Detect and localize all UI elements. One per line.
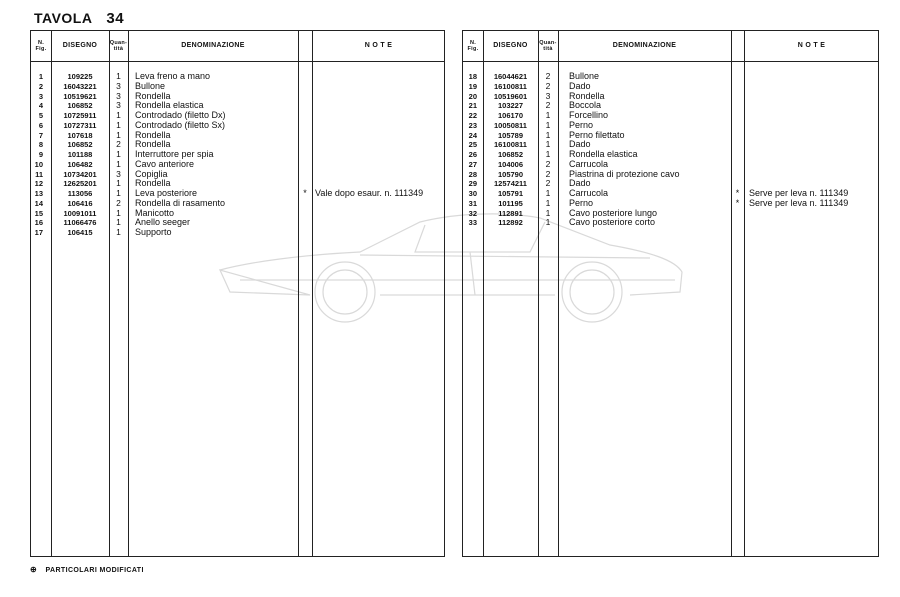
row-modified-mark: * xyxy=(735,188,740,198)
row-disegno: 106482 xyxy=(67,159,93,169)
row-fig: 20 xyxy=(468,91,477,101)
row-fig: 12 xyxy=(34,179,43,189)
table-row xyxy=(463,111,878,121)
parts-table-left xyxy=(30,30,445,557)
row-fig: 8 xyxy=(38,140,43,150)
row-denominazione: Rondella xyxy=(569,90,605,101)
column-header-fig: N. Fig. xyxy=(467,39,479,52)
row-denominazione: Leva posteriore xyxy=(135,188,198,198)
row-quantita: 1 xyxy=(116,119,121,130)
row-disegno: 10727311 xyxy=(63,120,97,130)
table-row xyxy=(31,111,444,121)
row-fig: 13 xyxy=(34,189,43,198)
row-denominazione: Controdado (filetto Dx) xyxy=(135,110,226,120)
table-row xyxy=(31,209,444,219)
row-quantita: 2 xyxy=(545,80,551,91)
row-denominazione: Rondella xyxy=(135,129,171,140)
row-disegno: 107618 xyxy=(67,130,93,140)
row-disegno: 104006 xyxy=(497,159,524,169)
row-modified-mark: * xyxy=(735,197,740,208)
row-disegno: 105791 xyxy=(497,189,524,198)
row-denominazione: Copiglia xyxy=(135,168,168,179)
row-quantita: 3 xyxy=(116,168,121,179)
table-row xyxy=(31,189,444,199)
row-quantita: 1 xyxy=(545,207,551,218)
table-row xyxy=(31,101,444,111)
row-fig: 26 xyxy=(468,150,477,159)
table-row xyxy=(31,82,444,92)
row-disegno: 112891 xyxy=(498,208,523,218)
table-row xyxy=(31,218,444,228)
row-denominazione: Perno xyxy=(569,197,594,208)
table-row xyxy=(463,131,878,141)
row-denominazione: Carrucola xyxy=(569,158,609,169)
row-denominazione: Perno filettato xyxy=(569,129,625,140)
row-quantita: 1 xyxy=(545,139,551,150)
table-row xyxy=(31,199,444,209)
row-denominazione: Cavo posteriore corto xyxy=(569,217,656,228)
row-disegno: 105790 xyxy=(497,169,524,179)
row-disegno: 106416 xyxy=(67,198,93,208)
row-quantita: 2 xyxy=(116,139,121,150)
table-body-left xyxy=(31,72,444,238)
row-denominazione: Rondella xyxy=(135,90,171,101)
row-denominazione: Supporto xyxy=(135,227,172,237)
row-fig: 10 xyxy=(34,159,43,169)
row-quantita: 1 xyxy=(116,71,121,81)
column-header-quantita: Quan- tità xyxy=(539,39,557,52)
table-row xyxy=(31,170,444,180)
row-disegno: 12574211 xyxy=(494,179,527,189)
row-fig: 18 xyxy=(468,72,477,81)
footer-legend xyxy=(30,565,144,574)
row-quantita: 3 xyxy=(116,90,121,101)
column-header-fig: N. Fig. xyxy=(35,39,47,52)
row-quantita: 1 xyxy=(545,119,551,130)
row-quantita: 2 xyxy=(545,158,551,169)
row-disegno: 109225 xyxy=(67,72,93,81)
row-fig: 30 xyxy=(468,189,477,198)
row-disegno: 113056 xyxy=(67,189,93,198)
row-fig: 23 xyxy=(468,120,477,130)
row-disegno: 10519621 xyxy=(63,91,97,101)
column-header-note: N O T E xyxy=(364,42,393,49)
table-row xyxy=(463,209,878,219)
row-quantita: 1 xyxy=(545,188,551,198)
row-fig: 27 xyxy=(468,159,477,169)
row-disegno: 16100811 xyxy=(494,81,527,91)
row-disegno: 11066476 xyxy=(63,218,97,228)
table-row xyxy=(463,218,878,228)
table-row xyxy=(463,170,878,180)
row-denominazione: Bullone xyxy=(569,71,600,81)
table-row xyxy=(463,82,878,92)
row-denominazione: Cavo anteriore xyxy=(135,158,195,169)
page-title: TAVOLA xyxy=(34,10,92,26)
row-disegno: 112892 xyxy=(498,218,523,228)
row-disegno: 106415 xyxy=(67,228,93,237)
row-denominazione: Rondella xyxy=(135,178,171,189)
row-fig: 1 xyxy=(38,72,43,81)
table-row xyxy=(31,140,444,150)
row-quantita: 1 xyxy=(116,110,121,120)
row-quantita: 2 xyxy=(545,100,551,111)
row-fig: 14 xyxy=(34,198,43,208)
row-fig: 29 xyxy=(468,179,477,189)
row-denominazione: Dado xyxy=(569,80,591,91)
row-fig: 32 xyxy=(468,208,477,218)
row-disegno: 10734201 xyxy=(63,169,97,179)
row-denominazione: Forcellino xyxy=(569,110,609,120)
parts-table-right xyxy=(462,30,879,557)
table-row xyxy=(31,228,444,238)
modified-parts-icon: ⊕ xyxy=(30,565,38,574)
column-header-disegno: DISEGNO xyxy=(493,42,528,49)
row-quantita: 1 xyxy=(116,158,121,169)
row-disegno: 16044621 xyxy=(493,72,528,81)
row-fig: 25 xyxy=(468,140,477,150)
row-disegno: 106170 xyxy=(497,111,524,120)
row-fig: 22 xyxy=(468,111,477,120)
row-fig: 9 xyxy=(38,150,43,159)
row-quantita: 1 xyxy=(545,149,551,159)
footer-label: PARTICOLARI MODIFICATI xyxy=(45,567,144,574)
table-row xyxy=(463,121,878,131)
table-row xyxy=(31,131,444,141)
row-disegno: 12625201 xyxy=(63,179,97,189)
row-quantita: 1 xyxy=(116,227,121,237)
row-fig: 4 xyxy=(38,101,43,111)
row-denominazione: Boccola xyxy=(569,100,602,111)
table-row xyxy=(31,150,444,160)
row-fig: 24 xyxy=(468,130,477,140)
row-denominazione: Perno xyxy=(569,119,594,130)
table-row xyxy=(31,92,444,102)
table-row xyxy=(463,199,878,209)
row-quantita: 1 xyxy=(545,129,551,140)
row-fig: 7 xyxy=(38,130,43,140)
table-row xyxy=(463,101,878,111)
column-header-denominazione: DENOMINAZIONE xyxy=(181,42,245,49)
row-fig: 31 xyxy=(468,198,477,208)
row-quantita: 1 xyxy=(545,110,551,120)
row-denominazione: Interruttore per spia xyxy=(135,149,214,159)
row-quantita: 1 xyxy=(116,217,121,228)
row-fig: 2 xyxy=(38,81,43,91)
table-row xyxy=(463,140,878,150)
row-denominazione: Carrucola xyxy=(569,188,609,198)
table-row xyxy=(463,72,878,82)
row-denominazione: Rondella di rasamento xyxy=(135,197,226,208)
row-quantita: 1 xyxy=(545,197,551,208)
row-denominazione: Piastrina di protezione cavo xyxy=(569,168,680,179)
row-denominazione: Bullone xyxy=(135,80,166,91)
row-disegno: 106852 xyxy=(67,101,93,111)
row-disegno: 105789 xyxy=(497,130,524,140)
row-disegno: 103227 xyxy=(497,101,524,111)
row-disegno: 101195 xyxy=(498,198,523,208)
row-denominazione: Dado xyxy=(569,178,591,189)
column-header-note: N O T E xyxy=(797,42,826,49)
row-disegno: 16100811 xyxy=(494,140,527,150)
row-fig: 19 xyxy=(468,81,477,91)
table-row xyxy=(463,150,878,160)
row-denominazione: Rondella xyxy=(135,139,171,150)
page-header xyxy=(34,10,124,27)
row-quantita: 3 xyxy=(116,80,121,91)
row-quantita: 1 xyxy=(545,217,551,228)
row-fig: 5 xyxy=(38,111,43,120)
row-fig: 15 xyxy=(34,208,43,218)
row-denominazione: Rondella elastica xyxy=(569,149,638,159)
column-header-disegno: DISEGNO xyxy=(62,42,98,49)
row-fig: 33 xyxy=(468,218,477,228)
row-fig: 28 xyxy=(468,169,477,179)
row-disegno: 106852 xyxy=(67,140,93,150)
row-quantita: 1 xyxy=(116,207,121,218)
row-denominazione: Cavo posteriore lungo xyxy=(569,207,658,218)
table-number: 34 xyxy=(106,10,125,27)
row-fig: 3 xyxy=(38,91,43,101)
row-note: Serve per leva n. 111349 xyxy=(749,188,849,198)
column-header-denominazione: DENOMINAZIONE xyxy=(612,42,677,49)
row-denominazione: Dado xyxy=(569,139,591,150)
row-disegno: 106852 xyxy=(497,150,524,159)
row-note: Vale dopo esaur. n. 111349 xyxy=(315,188,424,198)
row-disegno: 10091011 xyxy=(63,208,97,218)
table-body-right xyxy=(463,72,878,228)
row-quantita: 2 xyxy=(116,197,121,208)
table-row xyxy=(463,92,878,102)
row-quantita: 1 xyxy=(116,178,121,189)
row-quantita: 2 xyxy=(545,168,551,179)
row-fig: 21 xyxy=(468,101,477,111)
table-row xyxy=(31,72,444,82)
row-quantita: 3 xyxy=(116,100,121,111)
row-disegno: 101188 xyxy=(67,150,93,159)
row-disegno: 10725911 xyxy=(63,111,97,120)
row-quantita: 3 xyxy=(545,90,551,101)
row-disegno: 10050811 xyxy=(494,120,527,130)
row-denominazione: Anello seeger xyxy=(135,217,191,228)
table-row xyxy=(31,160,444,170)
row-disegno: 16043221 xyxy=(63,81,97,91)
row-disegno: 10519601 xyxy=(493,91,528,101)
column-header-quantita: Quan- tità xyxy=(109,39,128,52)
row-denominazione: Manicotto xyxy=(135,207,175,218)
row-quantita: 1 xyxy=(116,129,121,140)
row-quantita: 2 xyxy=(545,178,551,189)
row-fig: 6 xyxy=(38,120,43,130)
row-quantita: 1 xyxy=(116,149,121,159)
row-fig: 11 xyxy=(35,169,43,179)
row-denominazione: Controdado (filetto Sx) xyxy=(135,119,226,130)
row-denominazione: Rondella elastica xyxy=(135,100,204,111)
table-row xyxy=(31,121,444,131)
row-note: Serve per leva n. 111349 xyxy=(749,197,849,208)
row-quantita: 1 xyxy=(116,188,121,198)
row-denominazione: Leva freno a mano xyxy=(135,71,211,81)
row-modified-mark: * xyxy=(303,188,307,198)
row-fig: 16 xyxy=(34,218,43,228)
row-quantita: 2 xyxy=(545,71,551,81)
row-fig: 17 xyxy=(34,228,43,237)
